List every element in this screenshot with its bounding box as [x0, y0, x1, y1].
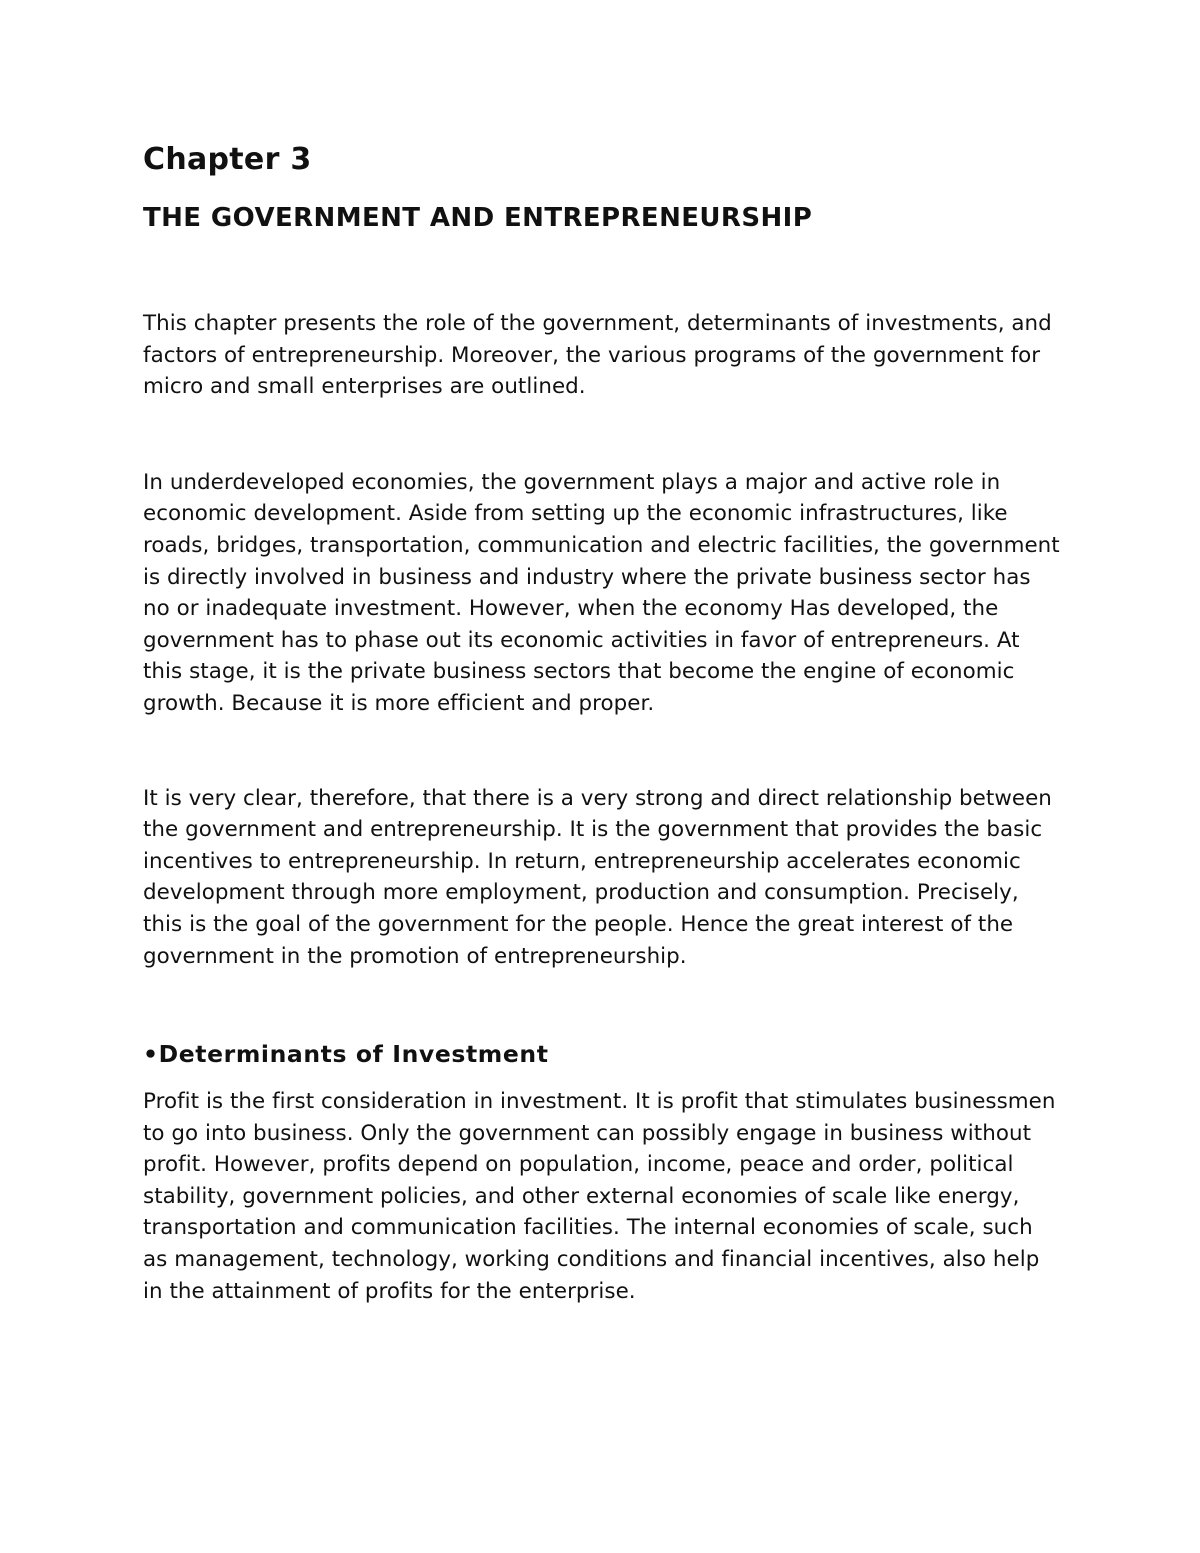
chapter-title: THE GOVERNMENT AND ENTREPRENEURSHIP [143, 203, 813, 233]
section-paragraph-determinants: Profit is the first consideration in investment. It is profit that stimulates businessmen to go into business. Only the government can possibly engage in business without profit. However, profits depend on population, income, peace and order, political stability, government policies, and other external economies of scale like energy, transportation and communication facilities. The internal economies of scale, such as management, technology, working conditions and financial incentives, also help in the attainment of profits for the enterprise. [143, 1089, 1056, 1304]
chapter-label: Chapter 3 [143, 142, 312, 177]
body-paragraph-underdeveloped-economies: In underdeveloped economies, the government plays a major and active role in economic development. Aside from setting up the economic infrastructures, like roads, bridges, transportation, communication and electric facilities, the government is directly involved in business and industry where the private business sector has no or inadequate investment. However, when the economy Has developed, the government has to phase out its economic activities in favor of entrepreneurs. At this stage, it is the private business sectors that become the engine of economic growth. Because it is more efficient and proper. [143, 469, 1060, 716]
intro-paragraph: This chapter presents the role of the government, determinants of investments, and factors of entrepreneurship. Moreover, the various programs of the government for micro and small enterprises are outlined. [143, 311, 1052, 400]
body-paragraph-relationship: It is very clear, therefore, that there is a very strong and direct relationship between the government and entrepreneurship. It is the government that provides the basic incentives to entrepreneurship. In return, entrepreneurship accelerates economic development through more employment, production and consumption. Precisely, this is the goal of the government for the people. Hence the great interest of the government in the promotion of entrepreneurship. [143, 785, 1052, 969]
document-page [143, 138, 1063, 1307]
section-heading-determinants: •Determinants of Investment [143, 1040, 549, 1069]
